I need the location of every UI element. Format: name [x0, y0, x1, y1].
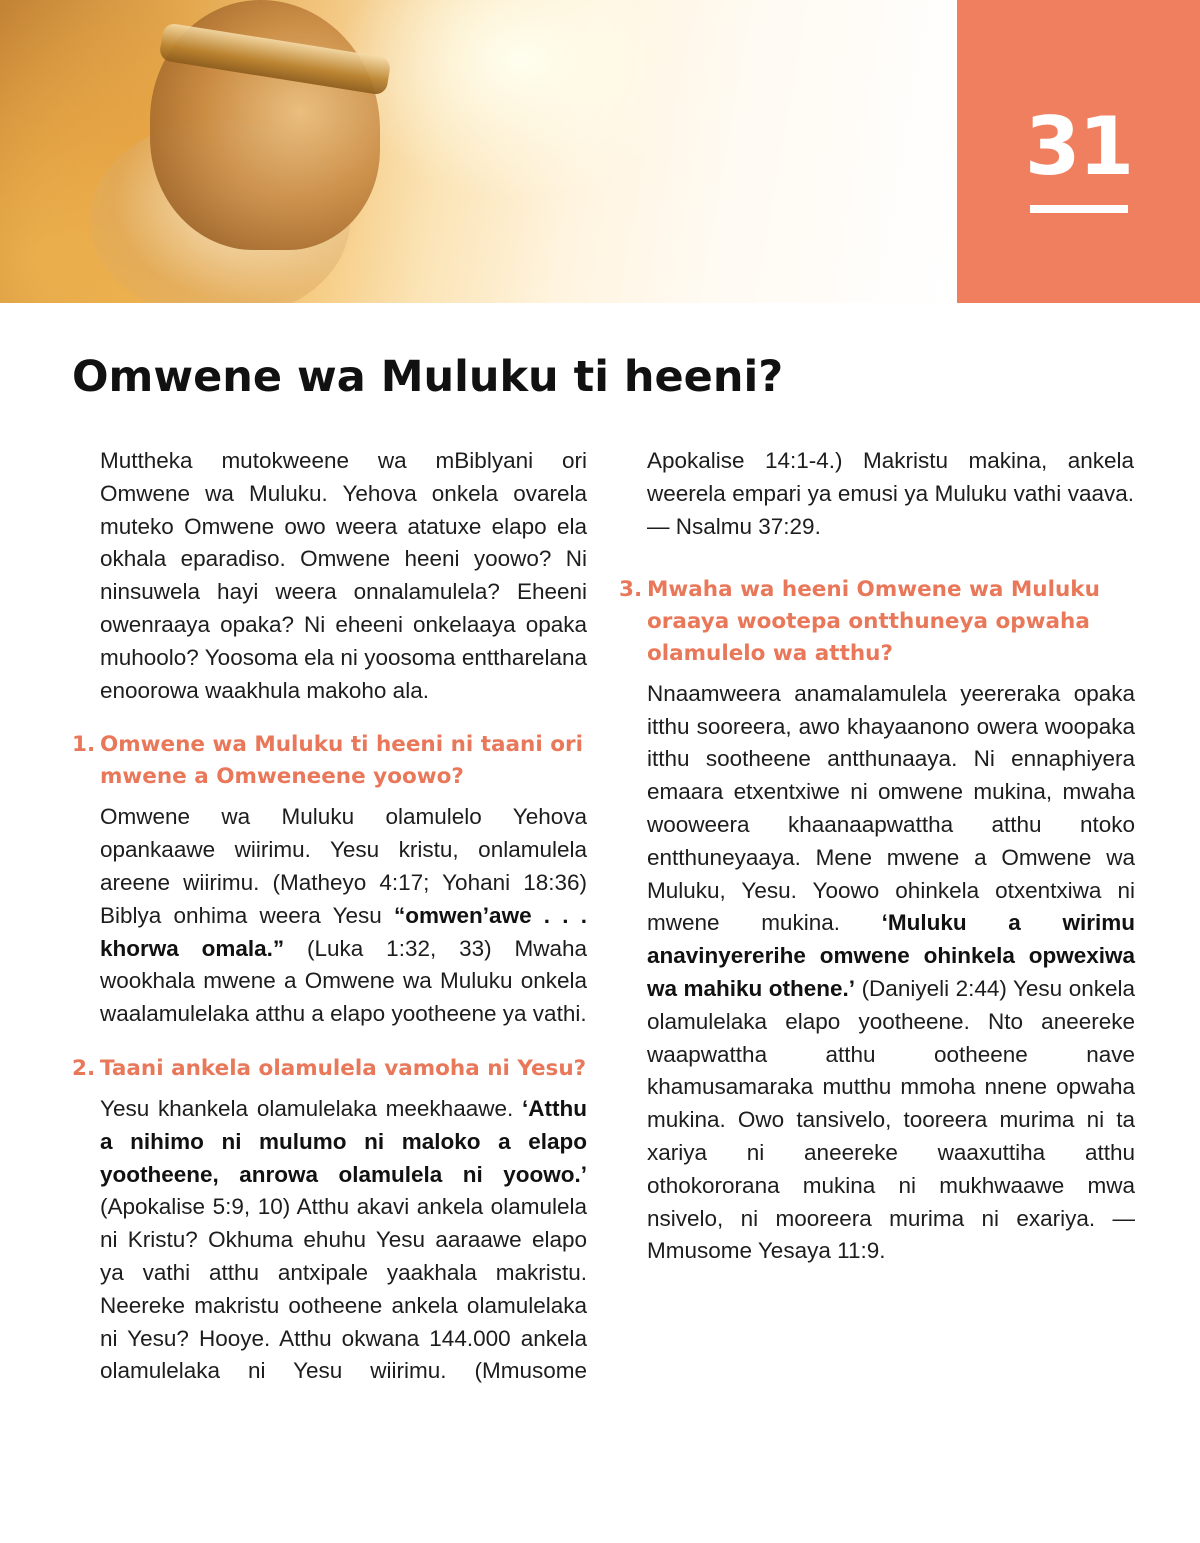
- answer-2-continued: [619, 445, 1134, 544]
- question-text: Mwaha wa heeni Omwene wa Muluku oraaya wootepa ontthuneya opwaha olamulelo wa atthu?: [647, 576, 1100, 666]
- header-illustration: [0, 0, 957, 303]
- question-2: [72, 1053, 587, 1085]
- answer-text: Yesu khankela olamulelaka meekhaawe.: [100, 1095, 523, 1121]
- question-1: [72, 729, 587, 793]
- question-number: 1.: [72, 732, 96, 758]
- question-text: Taani ankela olamulela vamoha ni Yesu?: [100, 1055, 587, 1081]
- answer-text: Omwene wa Muluku olamulelo Yehova opankaawe wiirimu. Yesu kristu, onlamulela areene wiirimu. (Matheyo 4:17; Yohani 18:36) Biblya onhima weera Yesu: [100, 804, 587, 928]
- answer-text: (Luka 1:32, 33) Mwaha wookhala mwene a Omwene wa Muluku onkela waalamulelaka atthu a elapo yootheene ya vathi.: [100, 935, 587, 1027]
- intro-paragraph: Muttheka mutokweene wa mBiblyani ori Omwene wa Muluku. Yehova onkela ovarela muteko Omwene owo weera atatuxe elapo ela okhala eparadiso. Omwene heeni yoowo? Ni ninsuwela hayi weera onnalamulela? Eheeni owenraaya opaka? Ni eheeni onkelaaya opaka muhoolo? Yoosoma ela ni yoosoma enttharelana enoorowa waakhula makoho ala.: [100, 448, 587, 703]
- left-column: [72, 445, 587, 1388]
- answer-text: Apokalise 14:1-4.) Makristu makina, ankela weerela empari ya emusi ya Muluku vathi vaava. — Nsalmu 37:29.: [647, 447, 1134, 539]
- scripture-quote: ‘Atthu a nihimo ni mulumo ni maloko a elapo yootheene, anrowa olamulela ni yoowo.’: [100, 1095, 587, 1187]
- page-title: Omwene wa Muluku ti heeni?: [72, 352, 784, 402]
- answer-2: [72, 1093, 587, 1388]
- right-column: [619, 445, 1135, 1268]
- answer-text: Nnaamweera anamalamulela yeereraka opaka itthu sooreera, awo khayaanono owera woopaka itthu sootheene antthunaaya. Ni ennaphiyera emaara etxentxiwe ni omwene mukina, mwaha wooweera khaanaapwattha atthu ntoko entthuneyaaya. Mene mwene a Omwene wa Muluku, Yesu. Yoowo ohinkela otxentxiwa ni mwene mukina.: [647, 680, 1135, 936]
- answer-1: [72, 801, 587, 1031]
- chapter-underline: [1030, 205, 1128, 213]
- question-text: Omwene wa Muluku ti heeni ni taani ori mwene a Omweneene yoowo?: [100, 732, 583, 790]
- question-number: 3.: [619, 576, 643, 602]
- answer-text: (Apokalise 5:9, 10) Atthu akavi ankela olamulela ni Kristu? Okhuma ehuhu Yesu aaraawe elapo ya vathi atthu antxipale yaakhala makristu. Neereke makristu ootheene ankela olamulelaka ni Yesu? Hooye. Atthu okwana 144.000 ankela olamulelaka ni Yesu wiirimu. (Mmusome: [100, 1194, 587, 1384]
- question-3: [619, 574, 1135, 670]
- scripture-quote: “omwen’awe . . . khorwa omala.”: [100, 902, 587, 961]
- scripture-quote: ‘Muluku a wirimu anavinyererihe omwene ohinkela opwexiwa wa mahiku othene.’: [647, 910, 1135, 1001]
- answer-3: [619, 678, 1135, 1268]
- question-number: 2.: [72, 1055, 96, 1081]
- chapter-number: 31: [1024, 100, 1133, 193]
- answer-2-continuation: [619, 445, 1134, 543]
- chapter-badge: [957, 0, 1200, 303]
- answer-text: (Daniyeli 2:44) Yesu onkela olamulelaka elapo yootheene. Nto aneereke waapwattha atthu ootheene nave khamusamaraka mutthu mmoha nnene opwaha mukina. Owo tansivelo, tooreera murima ni ta xariya ni aneereke waaxuttiha atthu othokororana mukina ni mukhwaawe mwa nsivelo, ni mooreera murima ni exariya. — Mmusome Yesaya 11:9.: [647, 975, 1136, 1264]
